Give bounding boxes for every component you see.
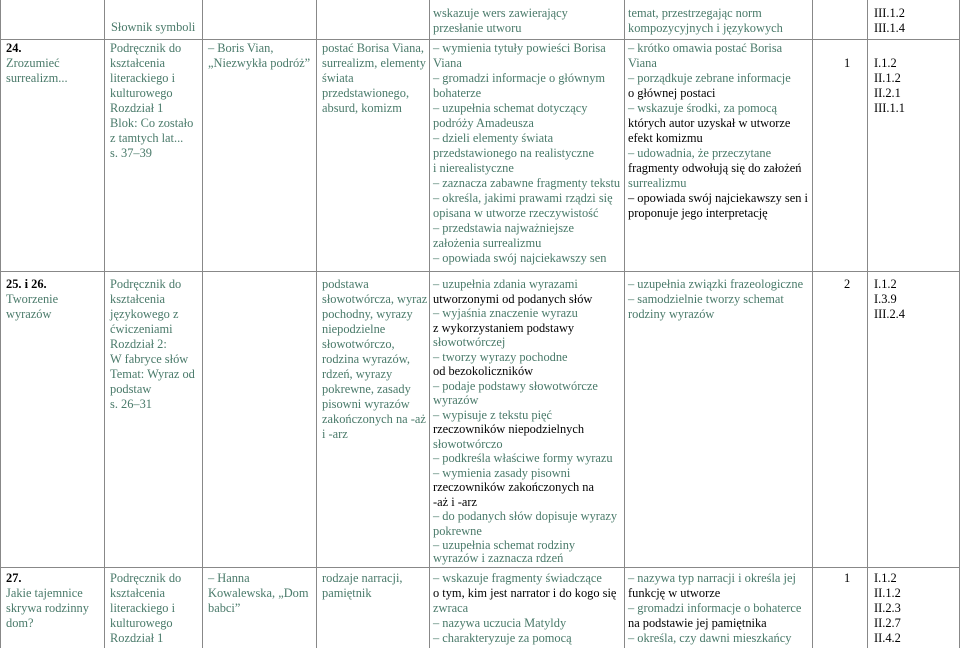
header-code: III.1.2 bbox=[874, 6, 905, 20]
lesson-title-line: wyrazów bbox=[6, 307, 52, 321]
concept-line: i -arz bbox=[322, 427, 348, 441]
basic-req-line: wyrazów bbox=[433, 393, 479, 407]
extended-req-line: proponuje jego interpretację bbox=[628, 206, 768, 220]
standard-code: II.4.2 bbox=[874, 631, 901, 645]
extended-req-line: – określa, czy dawni mieszkańcy bbox=[628, 631, 792, 645]
extended-req-line: o głównej postaci bbox=[628, 86, 716, 100]
source-line: z tamtych lat... bbox=[110, 131, 184, 145]
basic-req-line: – zaznacza zabawne fragmenty tekstu bbox=[433, 176, 621, 190]
lesson-number: 27. bbox=[6, 571, 22, 585]
grid-line bbox=[0, 39, 960, 40]
text-line: babci” bbox=[208, 601, 241, 615]
source-line: s. 37–39 bbox=[110, 146, 152, 160]
concept-line: podstawa bbox=[322, 277, 369, 291]
text-line: „Niezwykła podróż” bbox=[208, 56, 311, 70]
basic-req-line: – nazywa uczucia Matyldy bbox=[433, 616, 567, 630]
basic-req-line: opisana w utworze rzeczywistość bbox=[433, 206, 599, 220]
source-line: kulturowego bbox=[110, 86, 173, 100]
grid-line bbox=[0, 271, 960, 272]
lesson-title-line: dom? bbox=[6, 616, 34, 630]
basic-req-line: bohaterze bbox=[433, 86, 482, 100]
standard-code: III.2.4 bbox=[874, 307, 905, 321]
grid-line bbox=[104, 0, 105, 648]
basic-req-line: – określa, jakimi prawami rządzi się bbox=[433, 191, 613, 205]
standard-code: III.1.1 bbox=[874, 101, 905, 115]
basic-req-line: zwraca bbox=[433, 601, 469, 615]
extended-req-line: – uzupełnia związki frazeologiczne bbox=[628, 277, 804, 291]
concept-line: rdzeń, wyrazy bbox=[322, 367, 393, 381]
basic-req-line: utworzonymi od podanych słów bbox=[433, 291, 593, 306]
grid-line bbox=[429, 0, 430, 648]
header-symbol-dictionary: Słownik symboli bbox=[111, 20, 196, 34]
source-line: Rozdział 2: bbox=[110, 337, 167, 351]
text-line: – Hanna bbox=[208, 571, 250, 585]
basic-req-line: – tworzy wyrazy pochodne bbox=[433, 349, 568, 364]
basic-req-line: – wyjaśnia znaczenie wyrazu bbox=[433, 306, 578, 320]
extended-req-line: rodziny wyrazów bbox=[628, 307, 715, 321]
source-line: literackiego i bbox=[110, 601, 176, 615]
source-line: Podręcznik do bbox=[110, 571, 182, 585]
concept-line: świata bbox=[322, 71, 354, 85]
concept-line: pisowni wyrazów bbox=[322, 397, 410, 411]
basic-req-line: – podkreśla właściwe formy wyrazu bbox=[433, 451, 613, 465]
lesson-title-line: Jakie tajemnice bbox=[6, 586, 83, 600]
header-code: III.1.4 bbox=[874, 21, 905, 35]
extended-req-line: funkcję w utworze bbox=[628, 586, 721, 600]
lesson-title-line: Zrozumieć bbox=[6, 56, 60, 70]
extended-req-line: – wskazuje środki, za pomocą bbox=[628, 101, 777, 115]
hours-count: 1 bbox=[844, 571, 851, 585]
standard-code: I.1.2 bbox=[874, 56, 897, 70]
lesson-number: 24. bbox=[6, 41, 22, 55]
basic-req-line: – wskazuje fragmenty świadczące bbox=[433, 571, 602, 585]
extended-req-line: – nazywa typ narracji i określa jej bbox=[628, 571, 796, 585]
concept-line: przedstawionego, bbox=[322, 86, 410, 100]
basic-req-line: – podaje podstawy słowotwórcze bbox=[433, 378, 598, 393]
source-line: Podręcznik do bbox=[110, 41, 182, 55]
source-line: kształcenia bbox=[110, 56, 166, 70]
source-line: kulturowego bbox=[110, 616, 173, 630]
source-line: językowego z bbox=[110, 307, 179, 321]
source-line: Rozdział 1 bbox=[110, 101, 164, 115]
hours-count: 1 bbox=[844, 56, 851, 70]
concept-line: rodzaje narracji, bbox=[322, 571, 403, 585]
extended-req-line: których autor uzyskał w utworze bbox=[628, 116, 791, 130]
extended-req-line: – porządkuje zebrane informacje bbox=[628, 71, 791, 85]
standard-code: I.1.2 bbox=[874, 277, 897, 291]
standard-code: I.3.9 bbox=[874, 292, 897, 306]
grid-line bbox=[316, 0, 317, 648]
source-line: Podręcznik do bbox=[110, 277, 182, 291]
basic-req-line: – uzupełnia zdania wyrazami bbox=[433, 277, 578, 291]
grid-line bbox=[202, 0, 203, 648]
extended-req-line: – udowadnia, że przeczytane bbox=[628, 146, 772, 160]
concept-line: surrealizm, elementy bbox=[322, 56, 426, 70]
text-line: – Boris Vian, bbox=[208, 41, 274, 55]
basic-req-line: przedstawionego na realistyczne bbox=[433, 146, 595, 160]
extended-req-line: – samodzielnie tworzy schemat bbox=[628, 292, 784, 306]
lesson-number: 25. i 26. bbox=[6, 277, 47, 291]
basic-req-line: – przedstawia najważniejsze bbox=[433, 221, 575, 235]
extended-req-line: surrealizmu bbox=[628, 176, 687, 190]
source-line: kształcenia bbox=[110, 292, 166, 306]
extended-req-line: efekt komizmu bbox=[628, 131, 703, 145]
concept-line: postać Borisa Viana, bbox=[322, 41, 424, 55]
basic-req-line: słowotwórczo bbox=[433, 436, 503, 451]
extended-req-line: – gromadzi informacje o bohaterce bbox=[628, 601, 802, 615]
basic-req-line: z wykorzystaniem podstawy bbox=[433, 320, 575, 335]
concept-line: rodzina wyrazów, bbox=[322, 352, 410, 366]
source-line: podstaw bbox=[110, 382, 152, 396]
basic-req-line: – gromadzi informacje o głównym bbox=[433, 71, 606, 85]
standard-code: II.1.2 bbox=[874, 71, 901, 85]
source-line: ćwiczeniami bbox=[110, 322, 173, 336]
concept-line: słowotwórczo, bbox=[322, 337, 395, 351]
extended-req-line: – opowiada swój najciekawszy sen i bbox=[628, 191, 808, 205]
concept-line: zakończonych na -aż bbox=[322, 412, 426, 426]
basic-req-line: pokrewne bbox=[433, 523, 482, 538]
grid-line bbox=[812, 0, 813, 648]
source-line: Temat: Wyraz od bbox=[110, 367, 195, 381]
concept-line: słowotwórcza, wyraz bbox=[322, 292, 428, 306]
basic-req-line: -aż i -arz bbox=[433, 494, 478, 509]
basic-req-line: – charakteryzuje za pomocą bbox=[433, 631, 572, 645]
source-line: Blok: Co zostało bbox=[110, 116, 194, 130]
standard-code: II.1.2 bbox=[874, 586, 901, 600]
basic-req-line: wyrazów i zaznacza rdzeń bbox=[433, 551, 564, 565]
header-col5-line: przesłanie utworu bbox=[433, 21, 522, 35]
lesson-title-line: surrealizm... bbox=[6, 71, 68, 85]
basic-req-line: rzeczowników niepodzielnych bbox=[433, 422, 585, 436]
header-col6-line: temat, przestrzegając norm bbox=[628, 6, 762, 20]
extended-req-line: na podstawie jej pamiętnika bbox=[628, 616, 767, 630]
hours-count: 2 bbox=[844, 277, 851, 291]
basic-req-line: założenia surrealizmu bbox=[433, 236, 542, 250]
concept-line: niepodzielne bbox=[322, 322, 386, 336]
grid-line bbox=[0, 0, 1, 648]
grid-line bbox=[0, 567, 960, 568]
standard-code: II.2.3 bbox=[874, 601, 901, 615]
header-col5-line: wskazuje wers zawierający bbox=[433, 6, 568, 20]
basic-req-line: – do podanych słów dopisuje wyrazy bbox=[433, 509, 618, 523]
basic-req-line: rzeczowników zakończonych na bbox=[433, 480, 594, 494]
basic-req-line: – wypisuje z tekstu pięć bbox=[433, 407, 553, 422]
basic-req-line: – wymienia zasady pisowni bbox=[433, 465, 571, 480]
source-line: s. 26–31 bbox=[110, 397, 152, 411]
concept-line: absurd, komizm bbox=[322, 101, 402, 115]
source-line: kształcenia bbox=[110, 586, 166, 600]
standard-code: II.2.7 bbox=[874, 616, 901, 630]
basic-req-line: – uzupełnia schemat dotyczący bbox=[433, 101, 588, 115]
standard-code: II.2.1 bbox=[874, 86, 901, 100]
basic-req-line: o tym, kim jest narrator i do kogo się bbox=[433, 586, 617, 600]
standard-code: I.1.2 bbox=[874, 571, 897, 585]
lesson-title-line: skrywa rodzinny bbox=[6, 601, 89, 615]
header-col6-line: kompozycyjnych i językowych bbox=[628, 21, 783, 35]
basic-req-line: od bezokoliczników bbox=[433, 364, 534, 378]
extended-req-line: Viana bbox=[628, 56, 657, 70]
extended-req-line: – krótko omawia postać Borisa bbox=[628, 41, 783, 55]
basic-req-line: Viana bbox=[433, 56, 462, 70]
basic-req-line: – wymienia tytuły powieści Borisa bbox=[433, 41, 606, 55]
concept-line: pochodny, wyrazy bbox=[322, 307, 413, 321]
extended-req-line: fragmenty odwołują się do założeń bbox=[628, 161, 802, 175]
text-line: Kowalewska, „Dom bbox=[208, 586, 309, 600]
source-line: W fabryce słów bbox=[110, 352, 189, 366]
grid-line bbox=[624, 0, 625, 648]
basic-req-line: – uzupełnia schemat rodziny bbox=[433, 538, 576, 552]
basic-req-line: słowotwórczej bbox=[433, 335, 506, 349]
source-line: Rozdział 1 bbox=[110, 631, 164, 645]
basic-req-line: – dzieli elementy świata bbox=[433, 131, 554, 145]
source-line: literackiego i bbox=[110, 71, 176, 85]
concept-line: pokrewne, zasady bbox=[322, 382, 411, 396]
grid-line bbox=[867, 0, 868, 648]
basic-req-line: – opowiada swój najciekawszy sen bbox=[433, 251, 607, 265]
lesson-title-line: Tworzenie bbox=[6, 292, 59, 306]
basic-req-line: i nierealistyczne bbox=[433, 161, 514, 175]
concept-line: pamiętnik bbox=[322, 586, 372, 600]
basic-req-line: podróży Amadeusza bbox=[433, 116, 534, 130]
